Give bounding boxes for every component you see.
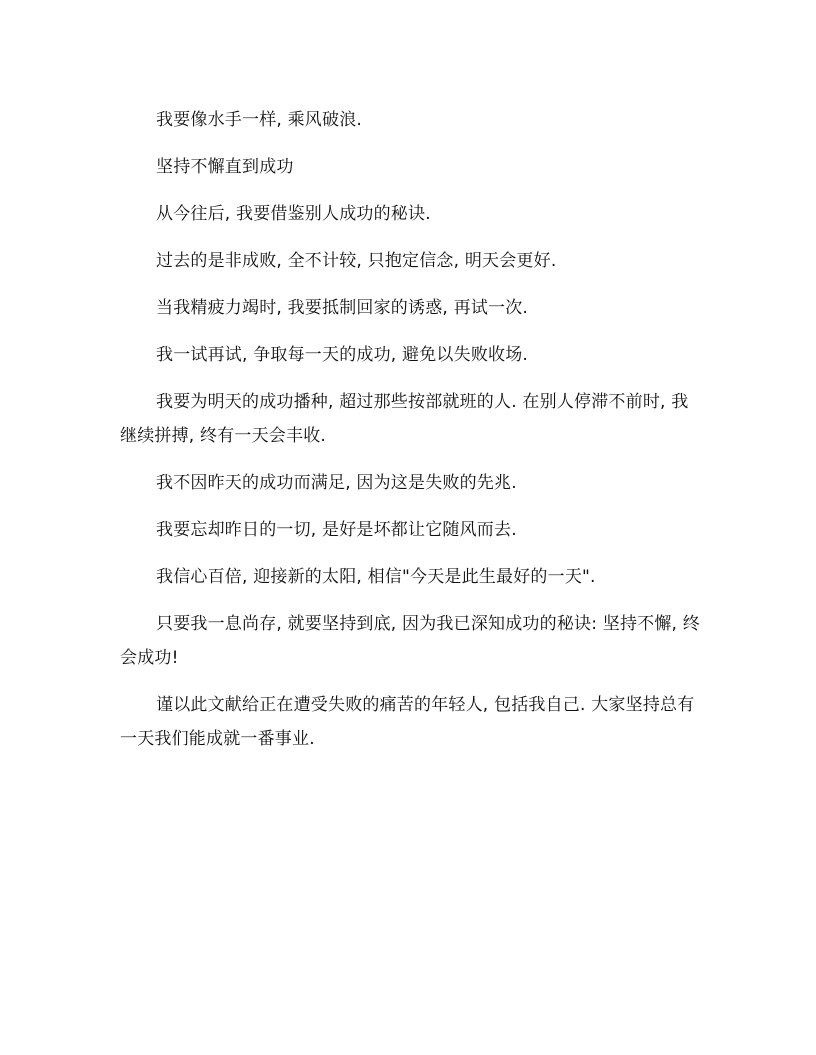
paragraph-4: 过去的是非成败, 全不计较, 只抱定信念, 明天会更好.	[156, 251, 557, 271]
paragraph-1: 我要像水手一样, 乘风破浪.	[156, 110, 363, 130]
paragraph-10: 我信心百倍, 迎接新的太阳, 相信"今天是此生最好的一天".	[156, 567, 596, 587]
paragraph-9: 我要忘却昨日的一切, 是好是坏都让它随风而去.	[156, 520, 517, 540]
document-body	[120, 103, 700, 769]
paragraph-2: 坚持不懈直到成功	[156, 157, 294, 177]
paragraph-5: 当我精疲力竭时, 我要抵制回家的诱惑, 再试一次.	[156, 298, 529, 318]
paragraph-12: 谨以此文献给正在遭受失败的痛苦的年轻人, 包括我自己. 大家坚持总有一天我们能成就一番事业.	[120, 695, 695, 749]
paragraph-6: 我一试再试, 争取每一天的成功, 避免以失败收场.	[156, 345, 529, 365]
paragraph-11: 只要我一息尚存, 就要坚持到底, 因为我已深知成功的秘诀: 坚持不懈, 终会成功!	[120, 614, 700, 668]
paragraph-8: 我不因昨天的成功而满足, 因为这是失败的先兆.	[156, 473, 517, 493]
paragraph-3: 从今往后, 我要借鉴别人成功的秘诀.	[156, 204, 431, 224]
paragraph-7: 我要为明天的成功播种, 超过那些按部就班的人. 在别人停滞不前时, 我继续拼搏, 终有一天会丰收.	[120, 392, 689, 446]
